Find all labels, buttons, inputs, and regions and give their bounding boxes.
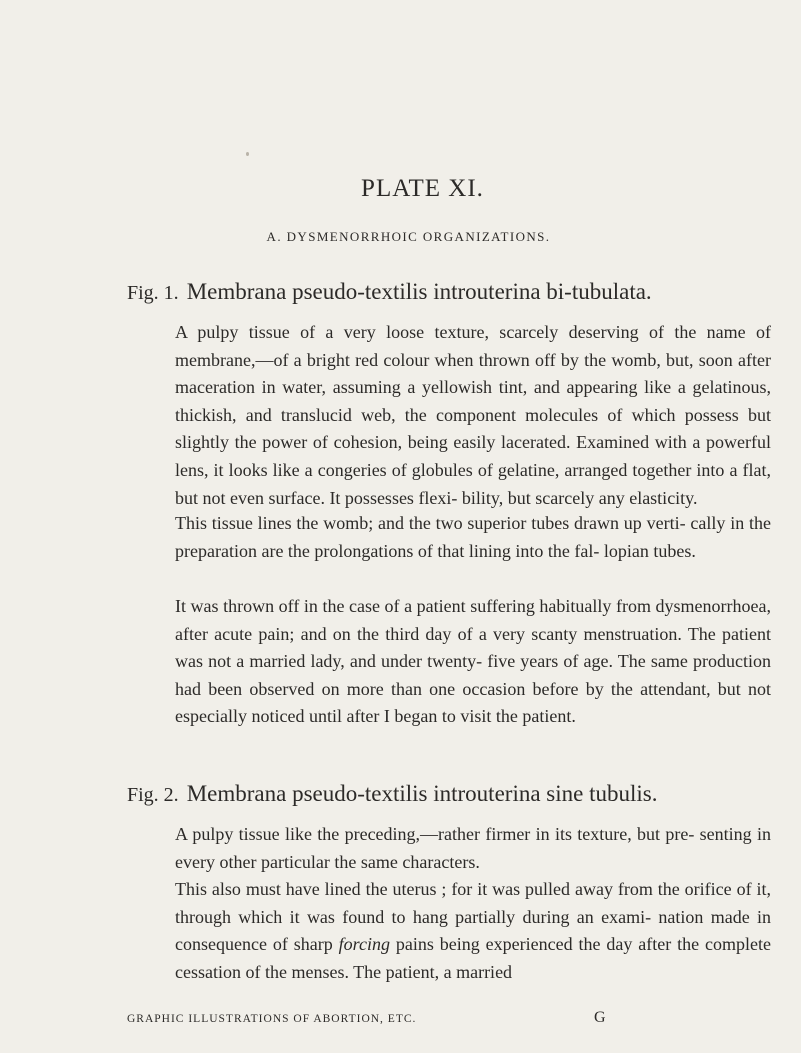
fig2-heading — [127, 781, 657, 807]
fig1-heading — [127, 279, 652, 305]
fig2-paragraph-text: This also must have lined the uterus ; for it was pulled away from the orifice of it, through which it was found to hang partially during an exami- nation made in consequence of sharp — [175, 879, 771, 955]
fig1-title: Membrana pseudo-textilis introuterina bi-tubulata. — [186, 279, 652, 304]
fig2-title: Membrana pseudo-textilis introuterina sine tubulis. — [186, 781, 658, 806]
fig2-paragraph — [175, 876, 771, 986]
footer-signature-mark: G — [594, 1009, 606, 1026]
fig1-paragraph: This tissue lines the womb; and the two superior tubes drawn up verti- cally in the preparation are the prolongations of that lining into the fal- lopian tubes. — [175, 513, 771, 561]
fig1-paragraph: A pulpy tissue of a very loose texture, scarcely deserving of the name of membrane,—of a bright red colour when thrown off by the womb, but, soon after maceration in water, assuming a yellowish tint, and appearing like a gelatinous, thickish, and translucid web, the component molecules of which possess but slightly the power of cohesion, being easily lacerated. Examined with a powerful lens, it looks like a congeries of globules of gelatine, arranged together into a flat, but not even surface. It possesses flexi- bility, but scarcely any elasticity. — [175, 322, 771, 508]
fig1-label: Fig. 1. — [127, 282, 179, 304]
section-heading: A. DYSMENORRHOIC ORGANIZATIONS. — [266, 229, 551, 244]
fig2-paragraph: A pulpy tissue like the preceding,—rather firmer in its texture, but pre- senting in every other particular the same characters. — [175, 824, 771, 872]
plate-title: PLATE XI. — [361, 175, 484, 202]
fig2-label: Fig. 2. — [127, 784, 179, 806]
footer-signature-line: GRAPHIC ILLUSTRATIONS OF ABORTION, ETC. — [127, 1013, 417, 1025]
fig1-paragraph: It was thrown off in the case of a patient suffering habitually from dysmenorrhoea, after acute pain; and on the third day of a very scanty menstruation. The patient was not a married lady, and under twenty- five years of age. The same production had been observed on more than one occasion before by the attendant, but not especially noticed until after I began to visit the patient. — [175, 596, 771, 727]
paper-speck — [246, 152, 249, 156]
fig2-paragraph-emphasis: forcing — [338, 934, 390, 955]
fig2-paragraph-text: pains being experienced the day after the complete cessation of the menses. The patient, a married — [175, 934, 771, 982]
